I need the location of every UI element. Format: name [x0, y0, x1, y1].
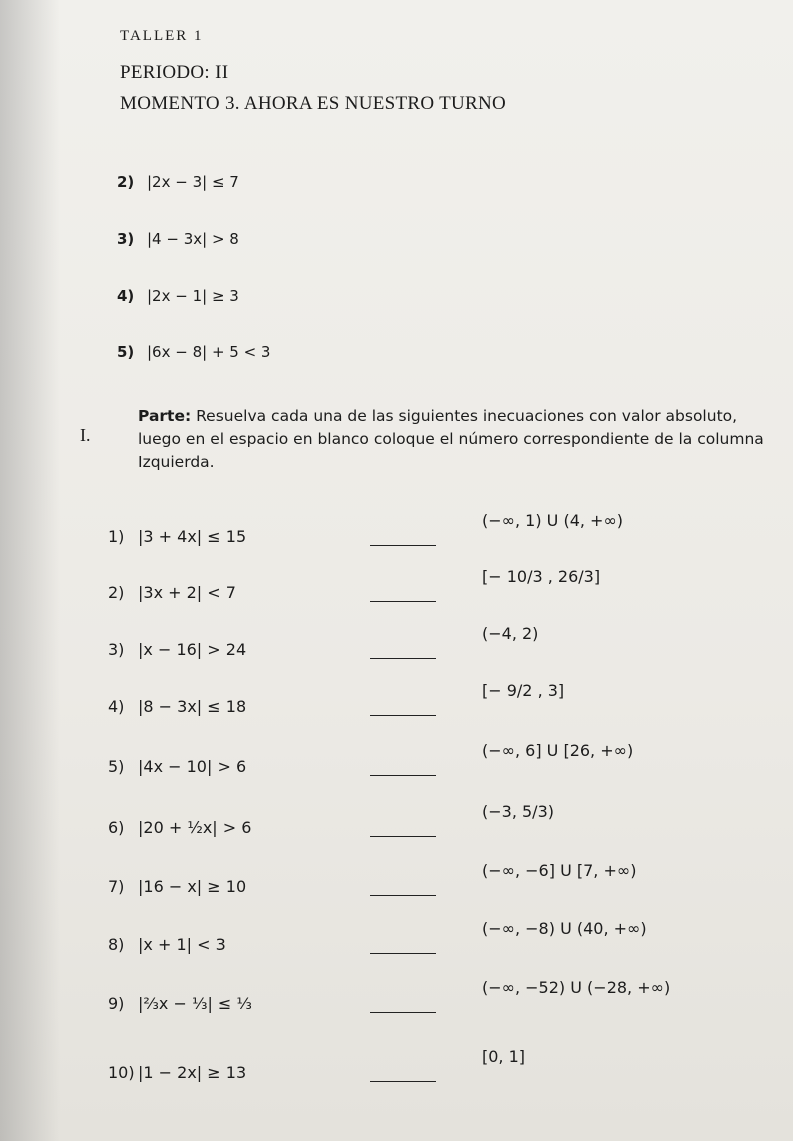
matching-row [108, 919, 768, 965]
matching-row [108, 567, 768, 613]
instructions-label: Parte: [138, 407, 192, 425]
answer-blank[interactable] [370, 836, 436, 837]
moment-heading: MOMENTO 3. AHORA ES NUESTRO TURNO [120, 93, 507, 114]
answer-blank[interactable] [370, 658, 436, 659]
exercise-expression: |6x − 8| + 5 < 3 [147, 343, 271, 361]
answer-blank[interactable] [370, 715, 436, 716]
exercise-expression: |2x − 3| ≤ 7 [147, 173, 239, 191]
answer-option: [− 9/2 , 3] [482, 681, 565, 700]
item-number: 5) [108, 757, 125, 776]
answer-option: [0, 1] [482, 1047, 526, 1066]
exercise-item [117, 173, 239, 191]
instructions-text: Resuelva cada una de las siguientes inecuaciones con valor absoluto, luego en el espacio en blanco coloque el número correspondiente de la columna Izquierda. [138, 407, 764, 471]
exercise-number: 2) [117, 173, 135, 191]
worksheet-title: TALLER 1 [120, 28, 204, 44]
item-inequality: |x − 16| > 24 [138, 640, 247, 659]
exercise-item [117, 287, 239, 305]
item-inequality: |20 + ½x| > 6 [138, 818, 252, 837]
answer-option: (−∞, 6] U [26, +∞) [482, 741, 634, 760]
matching-row [108, 802, 768, 848]
matching-row [108, 741, 768, 787]
exercise-number: 5) [117, 343, 135, 361]
answer-blank[interactable] [370, 953, 436, 954]
item-inequality: |8 − 3x| ≤ 18 [138, 697, 247, 716]
item-number: 9) [108, 994, 125, 1013]
answer-blank[interactable] [370, 775, 436, 776]
item-number: 10) [108, 1063, 135, 1082]
period-label: PERIODO: II [120, 62, 229, 83]
matching-row [108, 861, 768, 907]
item-number: 7) [108, 877, 125, 896]
answer-blank[interactable] [370, 601, 436, 602]
item-inequality: |16 − x| ≥ 10 [138, 877, 247, 896]
answer-blank[interactable] [370, 1081, 436, 1082]
exercise-expression: |4 − 3x| > 8 [147, 230, 239, 248]
item-inequality: |⅔x − ⅓| ≤ ⅓ [138, 994, 252, 1013]
page-shadow [0, 0, 60, 1141]
matching-row [108, 978, 768, 1024]
item-number: 2) [108, 583, 125, 602]
answer-blank[interactable] [370, 1012, 436, 1013]
item-inequality: |3 + 4x| ≤ 15 [138, 527, 247, 546]
answer-blank[interactable] [370, 545, 436, 546]
exercise-item [117, 230, 239, 248]
answer-option: (−∞, −6] U [7, +∞) [482, 861, 637, 880]
item-number: 3) [108, 640, 125, 659]
exercise-expression: |2x − 1| ≥ 3 [147, 287, 239, 305]
answer-option: [− 10/3 , 26/3] [482, 567, 601, 586]
instructions-paragraph [138, 405, 778, 474]
item-inequality: |1 − 2x| ≥ 13 [138, 1063, 247, 1082]
answer-option: (−∞, −52) U (−28, +∞) [482, 978, 671, 997]
item-number: 4) [108, 697, 125, 716]
matching-row [108, 681, 768, 727]
exercise-number: 3) [117, 230, 135, 248]
answer-blank[interactable] [370, 895, 436, 896]
exercise-item [117, 343, 270, 361]
item-number: 1) [108, 527, 125, 546]
item-inequality: |x + 1| < 3 [138, 935, 226, 954]
answer-option: (−∞, −8) U (40, +∞) [482, 919, 647, 938]
item-number: 6) [108, 818, 125, 837]
answer-option: (−3, 5/3) [482, 802, 554, 821]
section-numeral: I. [80, 425, 91, 445]
matching-row [108, 624, 768, 670]
matching-row [108, 511, 768, 557]
answer-option: (−∞, 1) U (4, +∞) [482, 511, 624, 530]
answer-option: (−4, 2) [482, 624, 539, 643]
item-inequality: |3x + 2| < 7 [138, 583, 236, 602]
matching-row [108, 1047, 768, 1093]
item-inequality: |4x − 10| > 6 [138, 757, 247, 776]
exercise-number: 4) [117, 287, 135, 305]
item-number: 8) [108, 935, 125, 954]
